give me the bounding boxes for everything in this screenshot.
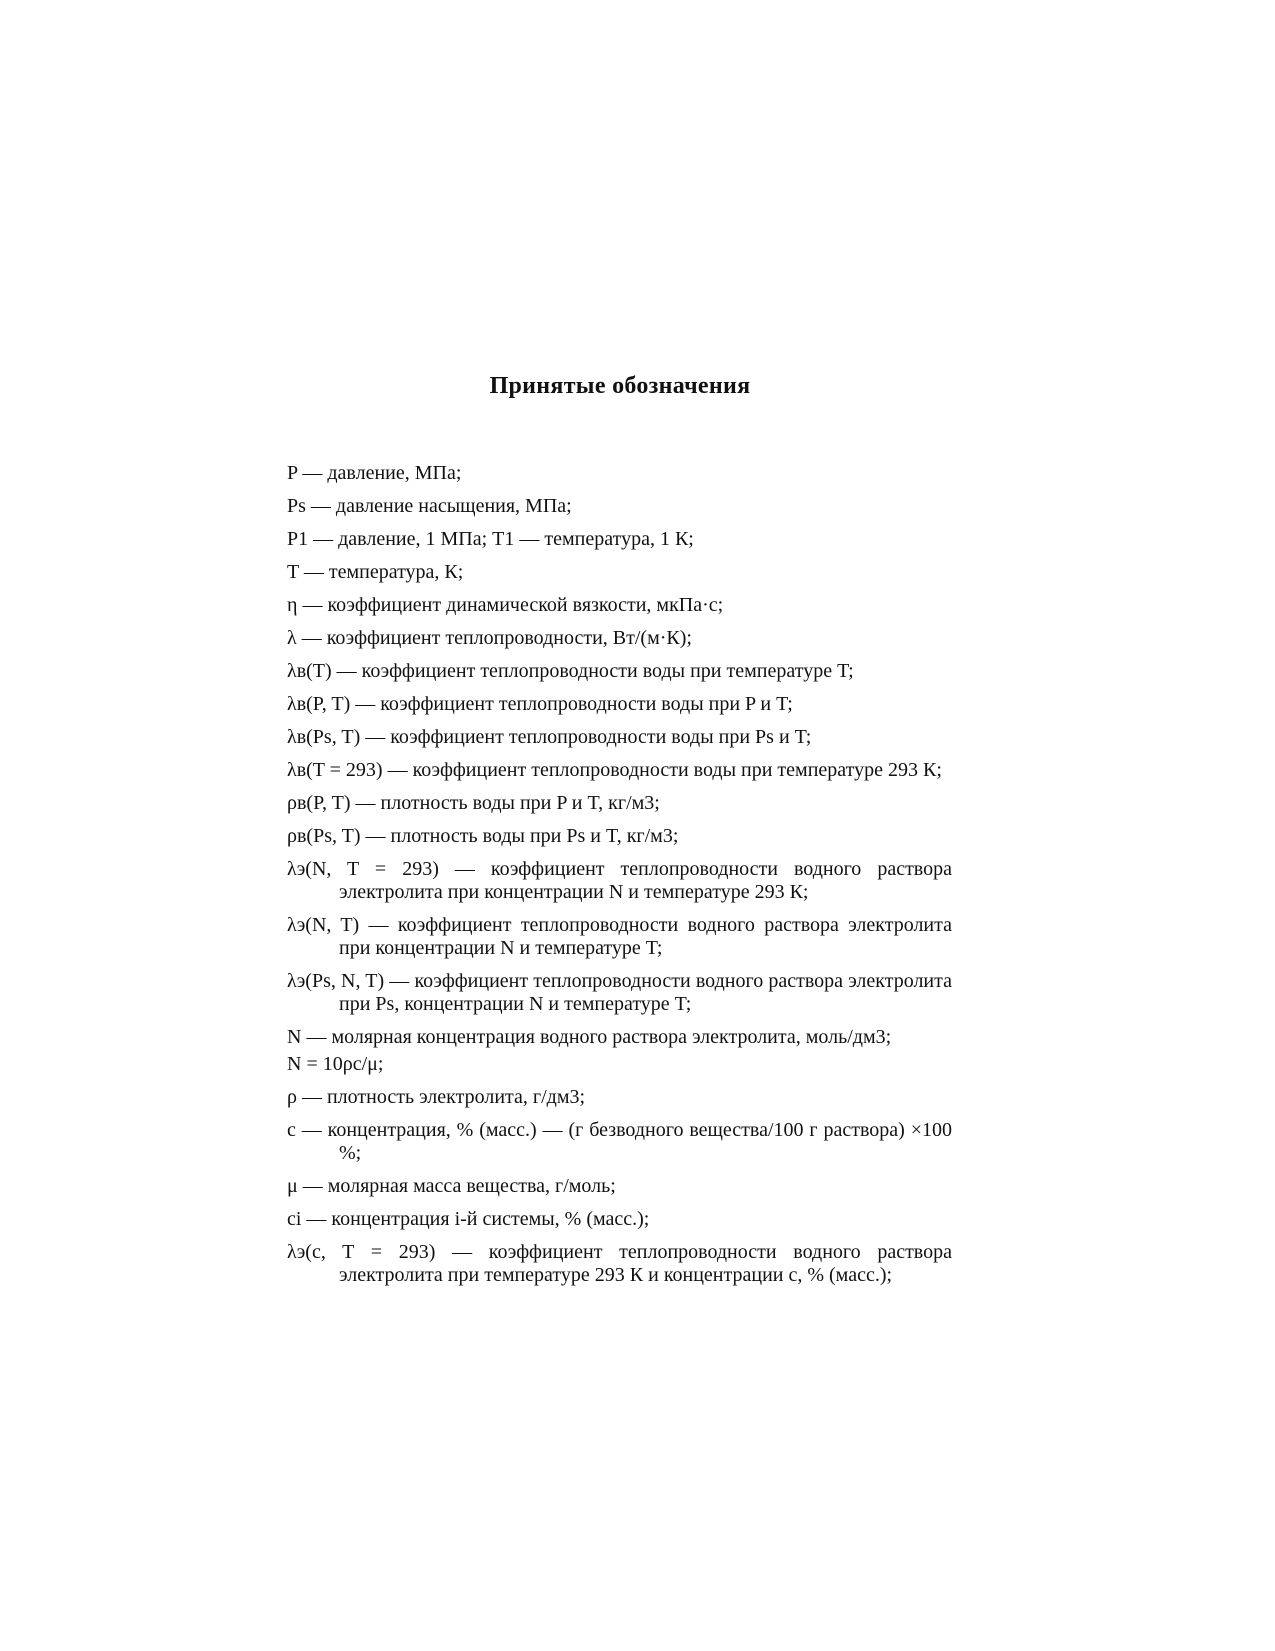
notation-entry-electrolyte-conductivity-c-293 bbox=[287, 1241, 952, 1287]
notation-entry-text: λэ(Ps, N, T) — коэффициент теплопроводности водного раствора электролита при Ps, концентрации N и температуре T; bbox=[287, 970, 952, 1015]
notation-entry-water-density-pst bbox=[287, 825, 952, 848]
notation-entry-mass-concentration bbox=[287, 1119, 952, 1165]
notation-entry-water-conductivity-t bbox=[287, 660, 952, 683]
notation-entry-water-density-pt bbox=[287, 792, 952, 815]
notation-entry-electrolyte-conductivity-nt bbox=[287, 914, 952, 960]
notation-entry-text: μ — молярная масса вещества, г/моль; bbox=[287, 1175, 616, 1197]
page-title: Принятые обозначения bbox=[489, 373, 751, 399]
notation-entry-text: N — молярная концентрация водного раствора электролита, моль/дм3; bbox=[287, 1026, 892, 1048]
notation-entry-temperature bbox=[287, 561, 952, 584]
notation-entry-text: ρ — плотность электролита, г/дм3; bbox=[287, 1086, 586, 1108]
notation-entry-unit-pressure-temperature bbox=[287, 528, 952, 551]
notation-entry-text: Ps — давление насыщения, МПа; bbox=[287, 495, 572, 517]
notation-entry-molar-concentration bbox=[287, 1026, 952, 1049]
notation-entry-viscosity bbox=[287, 594, 952, 617]
notation-entry-text: c — концентрация, % (масс.) — (г безводного вещества/100 г раствора) ×100 %; bbox=[287, 1119, 952, 1164]
notation-entry-electrolyte-density bbox=[287, 1086, 952, 1109]
notation-entry-water-conductivity-pt bbox=[287, 693, 952, 716]
notation-entry-text: λ — коэффициент теплопроводности, Вт/(м·К); bbox=[287, 627, 692, 649]
notation-entry-water-conductivity-pst bbox=[287, 726, 952, 749]
notation-entry-text: P — давление, МПа; bbox=[287, 462, 462, 484]
notation-entry-text: λэ(N, T) — коэффициент теплопроводности водного раствора электролита при концентрации N и температуре T; bbox=[287, 914, 952, 959]
notation-entry-electrolyte-conductivity-n-293 bbox=[287, 858, 952, 904]
notation-entry-text: λэ(N, T = 293) — коэффициент теплопроводности водного раствора электролита при концентрации N и температуре 293 К; bbox=[287, 858, 952, 903]
notation-entry-text: N = 10ρc/μ; bbox=[287, 1053, 384, 1075]
notation-entry-molar-mass bbox=[287, 1175, 952, 1198]
notation-entry-text: λэ(c, T = 293) — коэффициент теплопроводности водного раствора электролита при температуре 293 К и концентрации c, % (масс.); bbox=[287, 1241, 952, 1286]
notation-entry-text: λв(P, T) — коэффициент теплопроводности воды при P и T; bbox=[287, 693, 793, 715]
notation-entry-water-conductivity-293 bbox=[287, 759, 952, 782]
notation-entry-thermal-conductivity bbox=[287, 627, 952, 650]
notation-entry-electrolyte-conductivity-psnt bbox=[287, 970, 952, 1016]
notation-entry-text: ρв(P, T) — плотность воды при P и T, кг/м3; bbox=[287, 792, 660, 814]
notation-entry-text: T — температура, К; bbox=[287, 561, 464, 583]
notation-entry-text: λв(Ps, T) — коэффициент теплопроводности воды при Ps и T; bbox=[287, 726, 812, 748]
notation-entry-text: η — коэффициент динамической вязкости, мкПа·с; bbox=[287, 594, 724, 616]
notation-entry-saturation-pressure bbox=[287, 495, 952, 518]
notation-list bbox=[287, 462, 952, 1297]
notation-entry-pressure bbox=[287, 462, 952, 485]
notation-entry-text: λв(T) — коэффициент теплопроводности воды при температуре T; bbox=[287, 660, 854, 682]
notation-entry-text: P1 — давление, 1 МПа; T1 — температура, 1 К; bbox=[287, 528, 694, 550]
notation-entry-text: λв(T = 293) — коэффициент теплопроводности воды при температуре 293 К; bbox=[287, 759, 942, 781]
notation-entry-system-concentration bbox=[287, 1208, 952, 1231]
notation-entry-text: ci — концентрация i-й системы, % (масс.); bbox=[287, 1208, 650, 1230]
notation-entry-text: ρв(Ps, T) — плотность воды при Ps и T, кг/м3; bbox=[287, 825, 679, 847]
notation-entry-molar-concentration-formula bbox=[287, 1053, 952, 1076]
